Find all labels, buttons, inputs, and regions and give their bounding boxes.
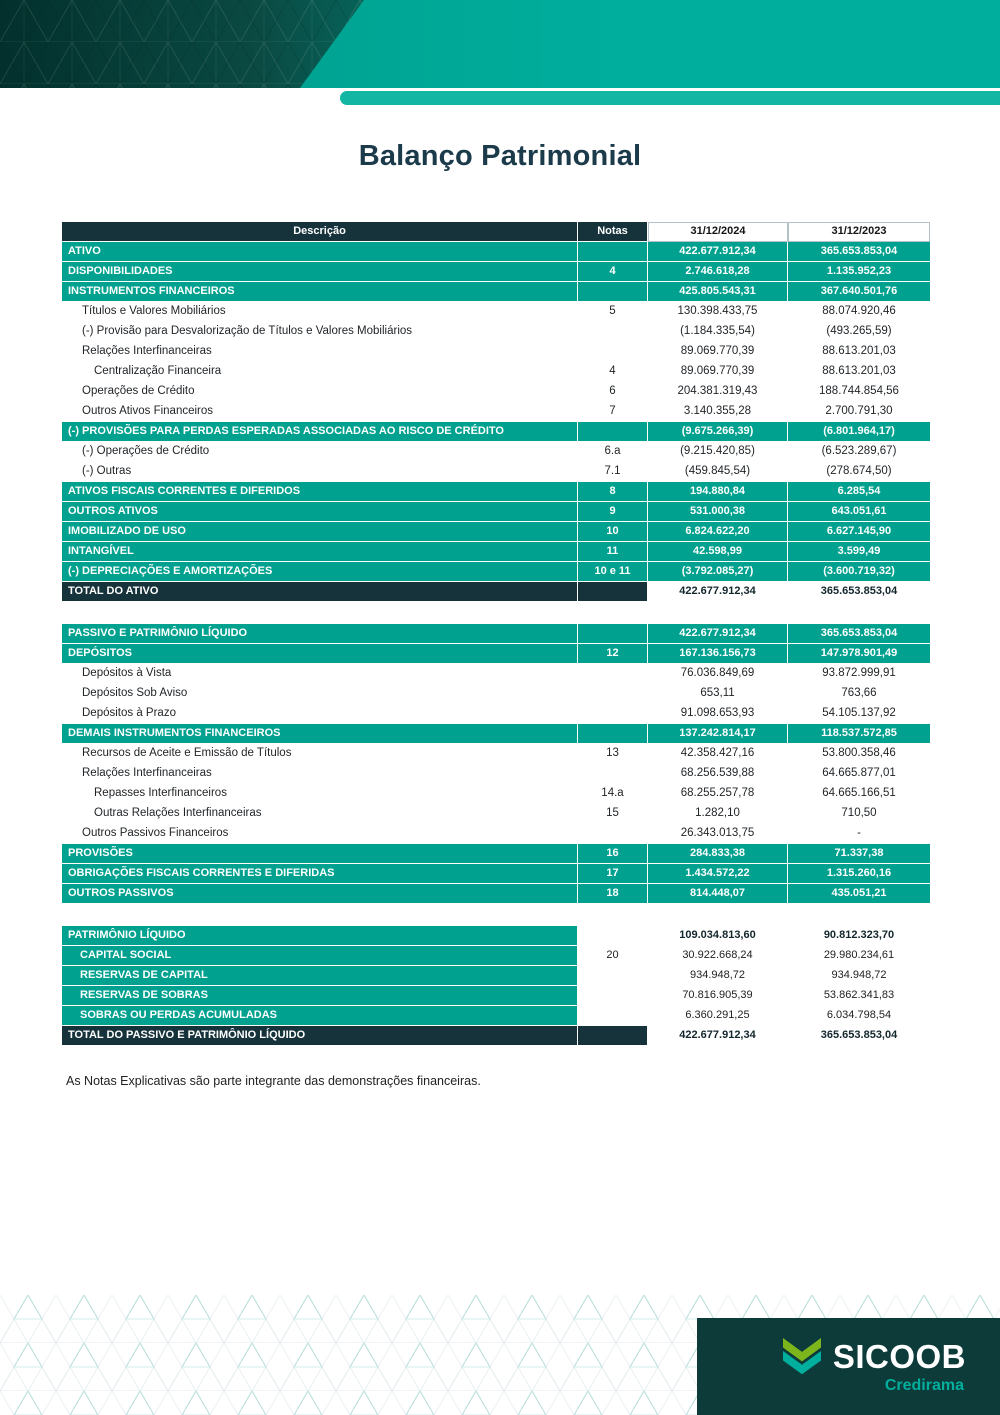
table-row	[62, 542, 930, 562]
row-nota: 4	[578, 262, 648, 282]
row-value-2024: 653,11	[648, 684, 788, 704]
row-value-2024: 68.256.539,88	[648, 764, 788, 784]
row-value-2024: 6.360.291,25	[648, 1006, 788, 1026]
row-value-2023: 54.105.137,92	[788, 704, 930, 724]
row-value-2023: 365.653.853,04	[788, 242, 930, 262]
row-nota: 5	[578, 302, 648, 322]
row-value-2023: 93.872.999,91	[788, 664, 930, 684]
logo-brand-text: SICOOB	[832, 1338, 966, 1375]
row-value-2024: (9.675.266,39)	[648, 422, 788, 442]
row-value-2024: 70.816.905,39	[648, 986, 788, 1006]
row-label: DEMAIS INSTRUMENTOS FINANCEIROS	[62, 724, 578, 744]
table-row	[62, 242, 930, 262]
row-label: Outros Passivos Financeiros	[62, 824, 578, 844]
row-nota	[578, 684, 648, 704]
row-value-2024: (3.792.085,27)	[648, 562, 788, 582]
row-label: OUTROS PASSIVOS	[62, 884, 578, 904]
row-value-2023: 934.948,72	[788, 966, 930, 986]
row-label: Outros Ativos Financeiros	[62, 402, 578, 422]
col-header-descricao: Descrição	[62, 222, 578, 242]
row-value-2023: 1.135.952,23	[788, 262, 930, 282]
row-label: INSTRUMENTOS FINANCEIROS	[62, 282, 578, 302]
row-nota	[578, 724, 648, 744]
row-label: (-) Provisão para Desvalorização de Títulos e Valores Mobiliários	[62, 322, 578, 342]
row-value-2024: 137.242.814,17	[648, 724, 788, 744]
row-value-2024: 422.677.912,34	[648, 1026, 788, 1046]
row-value-2024: 422.677.912,34	[648, 242, 788, 262]
row-nota	[578, 624, 648, 644]
table-row	[62, 322, 930, 342]
row-label: Centralização Financeira	[62, 362, 578, 382]
row-nota: 9	[578, 502, 648, 522]
row-nota: 11	[578, 542, 648, 562]
row-value-2023: (6.523.289,67)	[788, 442, 930, 462]
row-label: ATIVOS FISCAIS CORRENTES E DIFERIDOS	[62, 482, 578, 502]
table-row	[62, 302, 930, 322]
row-value-2023: 710,50	[788, 804, 930, 824]
table-row	[62, 562, 930, 582]
row-label: TOTAL DO PASSIVO E PATRIMÔNIO LÍQUIDO	[62, 1026, 578, 1046]
row-nota: 6.a	[578, 442, 648, 462]
table-row	[62, 522, 930, 542]
row-value-2024: 194.880,84	[648, 482, 788, 502]
table-row	[62, 1026, 930, 1046]
row-value-2023: 1.315.260,16	[788, 864, 930, 884]
row-value-2023: 88.613.201,03	[788, 342, 930, 362]
table-row	[62, 764, 930, 784]
balance-sheet-table	[62, 222, 930, 1046]
row-value-2023: -	[788, 824, 930, 844]
row-nota	[578, 422, 648, 442]
table-row	[62, 342, 930, 362]
row-value-2024: (9.215.420,85)	[648, 442, 788, 462]
row-nota	[578, 1026, 648, 1046]
row-value-2023: 763,66	[788, 684, 930, 704]
sicoob-logo	[781, 1338, 966, 1376]
row-nota: 10 e 11	[578, 562, 648, 582]
table-row	[62, 864, 930, 884]
row-value-2023: 71.337,38	[788, 844, 930, 864]
row-value-2024: 109.034.813,60	[648, 926, 788, 946]
row-value-2023: 365.653.853,04	[788, 624, 930, 644]
row-value-2023: (3.600.719,32)	[788, 562, 930, 582]
footer-decoration	[0, 1295, 1000, 1415]
table-row	[62, 884, 930, 904]
row-label: (-) Operações de Crédito	[62, 442, 578, 462]
table-row	[62, 644, 930, 664]
row-nota: 15	[578, 804, 648, 824]
row-label: Relações Interfinanceiras	[62, 342, 578, 362]
row-value-2023: (278.674,50)	[788, 462, 930, 482]
row-value-2023: 365.653.853,04	[788, 1026, 930, 1046]
row-label: DEPÓSITOS	[62, 644, 578, 664]
table-row	[62, 966, 930, 986]
row-value-2023: 118.537.572,85	[788, 724, 930, 744]
row-value-2024: 30.922.668,24	[648, 946, 788, 966]
row-nota	[578, 704, 648, 724]
sicoob-logo-box	[697, 1318, 1000, 1415]
col-header-2024: 31/12/2024	[648, 222, 788, 242]
row-value-2024: 204.381.319,43	[648, 382, 788, 402]
table-row	[62, 824, 930, 844]
table-row	[62, 582, 930, 602]
row-value-2024: (1.184.335,54)	[648, 322, 788, 342]
row-label: DISPONIBILIDADES	[62, 262, 578, 282]
row-value-2024: 2.746.618,28	[648, 262, 788, 282]
row-value-2024: 26.343.013,75	[648, 824, 788, 844]
row-value-2023: 643.051,61	[788, 502, 930, 522]
row-nota	[578, 926, 648, 946]
table-row	[62, 986, 930, 1006]
row-value-2023: 90.812.323,70	[788, 926, 930, 946]
row-value-2024: 167.136.156,73	[648, 644, 788, 664]
passivo-block	[62, 624, 930, 904]
row-nota: 7	[578, 402, 648, 422]
row-value-2024: (459.845,54)	[648, 462, 788, 482]
table-row	[62, 382, 930, 402]
sicoob-logo-icon	[781, 1338, 823, 1376]
row-value-2024: 531.000,38	[648, 502, 788, 522]
row-label: Outras Relações Interfinanceiras	[62, 804, 578, 824]
table-row	[62, 724, 930, 744]
row-value-2023: 3.599,49	[788, 542, 930, 562]
row-label: IMOBILIZADO DE USO	[62, 522, 578, 542]
row-value-2023: 188.744.854,56	[788, 382, 930, 402]
row-value-2023: 64.665.877,01	[788, 764, 930, 784]
row-value-2023: 29.980.234,61	[788, 946, 930, 966]
patrimonio-liquido-block	[62, 926, 930, 1046]
row-label: Títulos e Valores Mobiliários	[62, 302, 578, 322]
row-value-2024: 68.255.257,78	[648, 784, 788, 804]
row-value-2024: 89.069.770,39	[648, 342, 788, 362]
row-value-2024: 76.036.849,69	[648, 664, 788, 684]
table-row	[62, 362, 930, 382]
row-label: PATRIMÔNIO LÍQUIDO	[62, 926, 578, 946]
table-row	[62, 502, 930, 522]
row-value-2024: 1.434.572,22	[648, 864, 788, 884]
row-nota: 20	[578, 946, 648, 966]
row-nota	[578, 966, 648, 986]
table-row	[62, 282, 930, 302]
row-label: OBRIGAÇÕES FISCAIS CORRENTES E DIFERIDAS	[62, 864, 578, 884]
table-row	[62, 624, 930, 644]
row-nota	[578, 582, 648, 602]
table-row	[62, 946, 930, 966]
table-header-row	[62, 222, 930, 242]
row-value-2024: 422.677.912,34	[648, 624, 788, 644]
row-nota: 18	[578, 884, 648, 904]
footnote: As Notas Explicativas são parte integrante das demonstrações financeiras.	[66, 1074, 481, 1088]
row-label: (-) Outras	[62, 462, 578, 482]
row-value-2024: 130.398.433,75	[648, 302, 788, 322]
logo-unit-text: Credirama	[884, 1377, 964, 1394]
row-nota	[578, 1006, 648, 1026]
row-value-2024: 89.069.770,39	[648, 362, 788, 382]
row-label: Recursos de Aceite e Emissão de Títulos	[62, 744, 578, 764]
row-value-2023: 6.627.145,90	[788, 522, 930, 542]
row-value-2023: (493.265,59)	[788, 322, 930, 342]
row-label: Operações de Crédito	[62, 382, 578, 402]
table-row	[62, 684, 930, 704]
table-row	[62, 482, 930, 502]
row-nota: 4	[578, 362, 648, 382]
row-value-2023: 435.051,21	[788, 884, 930, 904]
table-row	[62, 744, 930, 764]
row-label: PASSIVO E PATRIMÔNIO LÍQUIDO	[62, 624, 578, 644]
row-value-2023: 365.653.853,04	[788, 582, 930, 602]
row-nota: 16	[578, 844, 648, 864]
ativo-block	[62, 242, 930, 602]
row-label: (-) PROVISÕES PARA PERDAS ESPERADAS ASSOCIADAS AO RISCO DE CRÉDITO	[62, 422, 578, 442]
table-row	[62, 402, 930, 422]
row-nota	[578, 342, 648, 362]
row-nota: 17	[578, 864, 648, 884]
row-value-2023: 53.800.358,46	[788, 744, 930, 764]
row-label: Depósitos Sob Aviso	[62, 684, 578, 704]
row-nota	[578, 824, 648, 844]
row-value-2023: 2.700.791,30	[788, 402, 930, 422]
row-label: INTANGÍVEL	[62, 542, 578, 562]
row-value-2024: 934.948,72	[648, 966, 788, 986]
row-value-2023: 367.640.501,76	[788, 282, 930, 302]
row-label: (-) DEPRECIAÇÕES E AMORTIZAÇÕES	[62, 562, 578, 582]
row-nota: 10	[578, 522, 648, 542]
table-row	[62, 844, 930, 864]
row-value-2023: 53.862.341,83	[788, 986, 930, 1006]
table-row	[62, 462, 930, 482]
row-value-2023: 6.285,54	[788, 482, 930, 502]
row-nota	[578, 764, 648, 784]
row-value-2023: 64.665.166,51	[788, 784, 930, 804]
row-label: OUTROS ATIVOS	[62, 502, 578, 522]
row-value-2023: 6.034.798,54	[788, 1006, 930, 1026]
row-nota: 8	[578, 482, 648, 502]
row-label: RESERVAS DE CAPITAL	[62, 966, 578, 986]
row-label: ATIVO	[62, 242, 578, 262]
table-row	[62, 442, 930, 462]
table-row	[62, 784, 930, 804]
row-label: Relações Interfinanceiras	[62, 764, 578, 784]
row-label: SOBRAS OU PERDAS ACUMULADAS	[62, 1006, 578, 1026]
row-label: CAPITAL SOCIAL	[62, 946, 578, 966]
table-row	[62, 1006, 930, 1026]
table-row	[62, 422, 930, 442]
table-row	[62, 704, 930, 724]
row-value-2024: 42.358.427,16	[648, 744, 788, 764]
row-label: Depósitos à Vista	[62, 664, 578, 684]
col-header-2023: 31/12/2023	[788, 222, 930, 242]
row-nota	[578, 242, 648, 262]
table-row	[62, 262, 930, 282]
row-value-2023: 88.613.201,03	[788, 362, 930, 382]
table-row	[62, 664, 930, 684]
row-value-2024: 422.677.912,34	[648, 582, 788, 602]
table-row	[62, 804, 930, 824]
row-nota	[578, 282, 648, 302]
row-nota	[578, 986, 648, 1006]
row-label: TOTAL DO ATIVO	[62, 582, 578, 602]
row-value-2024: 425.805.543,31	[648, 282, 788, 302]
row-value-2024: 6.824.622,20	[648, 522, 788, 542]
row-value-2023: 147.978.901,49	[788, 644, 930, 664]
row-nota: 13	[578, 744, 648, 764]
row-nota	[578, 664, 648, 684]
row-label: Repasses Interfinanceiros	[62, 784, 578, 804]
row-value-2024: 814.448,07	[648, 884, 788, 904]
row-label: RESERVAS DE SOBRAS	[62, 986, 578, 1006]
row-value-2024: 1.282,10	[648, 804, 788, 824]
row-value-2024: 42.598,99	[648, 542, 788, 562]
col-header-notas: Notas	[578, 222, 648, 242]
page-title: Balanço Patrimonial	[358, 140, 642, 172]
row-value-2023: (6.801.964,17)	[788, 422, 930, 442]
row-value-2024: 284.833,38	[648, 844, 788, 864]
row-value-2023: 88.074.920,46	[788, 302, 930, 322]
row-nota: 7.1	[578, 462, 648, 482]
row-nota: 6	[578, 382, 648, 402]
row-label: Depósitos à Prazo	[62, 704, 578, 724]
row-nota: 14.a	[578, 784, 648, 804]
row-label: PROVISÕES	[62, 844, 578, 864]
table-row	[62, 926, 930, 946]
row-value-2024: 3.140.355,28	[648, 402, 788, 422]
row-nota	[578, 322, 648, 342]
row-nota: 12	[578, 644, 648, 664]
row-value-2024: 91.098.653,93	[648, 704, 788, 724]
